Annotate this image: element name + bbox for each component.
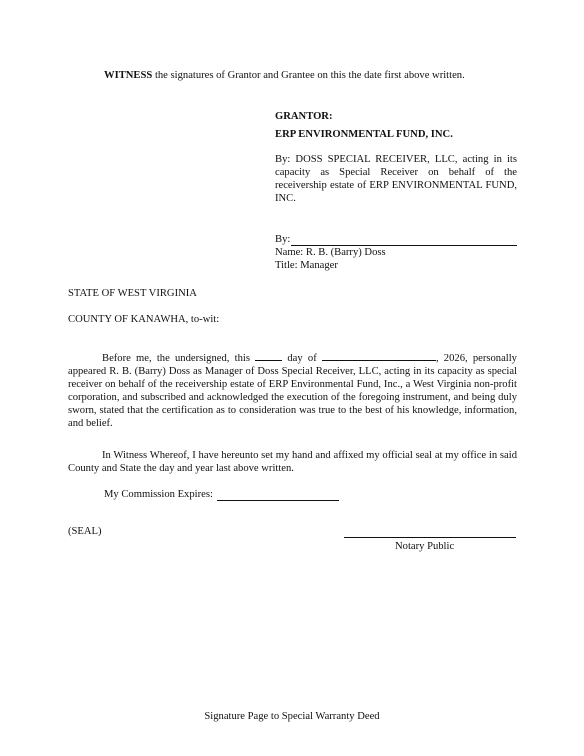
- commission-rule: [217, 490, 339, 501]
- witness-lead: WITNESS: [104, 70, 153, 81]
- notary-state: STATE OF WEST VIRGINIA: [68, 288, 197, 299]
- grantor-signature-line: [275, 233, 517, 246]
- acknowledgment-paragraph: [68, 351, 517, 430]
- ack-text-start: Before me, the undersigned, this: [102, 353, 256, 364]
- witness-whereof-text: In Witness Whereof, I have hereunto set my hand and affixed my official seal at my office in said County and State the day and year last above written.: [68, 450, 517, 474]
- witness-whereof-paragraph: [68, 449, 517, 475]
- notary-county: COUNTY OF KANAWHA, to-wit:: [68, 314, 220, 325]
- witness-clause: [104, 69, 524, 82]
- grantor-name: ERP ENVIRONMENTAL FUND, INC.: [275, 129, 453, 140]
- ack-text-end: , 2026, personally appeared R. B. (Barry) Doss as Manager of Doss Special Receiver, LLC, acting in its capacity as special receiver on behalf of the receivership estate of ERP Environmental Fund, Inc., a West Virginia non-profit corporation, and subscribed and acknowledged the execution of the foregoing instrument, and being duly sworn, stated that the certification as to consideration was true to the best of his knowledge, information, and belief.: [68, 353, 517, 429]
- commission-expires: [104, 488, 339, 501]
- signature-rule: [291, 234, 517, 246]
- day-blank: [255, 351, 282, 361]
- ack-text-mid: day of: [282, 353, 322, 364]
- grantor-signature-block: [275, 233, 517, 272]
- month-blank: [322, 351, 436, 361]
- commission-label: My Commission Expires:: [104, 489, 213, 500]
- notary-public-label: Notary Public: [395, 541, 455, 552]
- by-label: By:: [275, 234, 291, 245]
- grantor-heading: GRANTOR:: [275, 111, 333, 122]
- witness-text: the signatures of Grantor and Grantee on this the date first above written.: [152, 70, 465, 81]
- page-footer: Signature Page to Special Warranty Deed: [204, 711, 380, 722]
- grantor-by-text: By: DOSS SPECIAL RECEIVER, LLC, acting in its capacity as Special Receiver on behalf of the receivership estate of ERP ENVIRONMENTAL FUND, INC.: [275, 154, 517, 204]
- seal-label: (SEAL): [68, 526, 102, 537]
- signer-title: Title: Manager: [275, 260, 338, 271]
- signer-name: Name: R. B. (Barry) Doss: [275, 247, 386, 258]
- notary-signature-rule: [344, 537, 516, 538]
